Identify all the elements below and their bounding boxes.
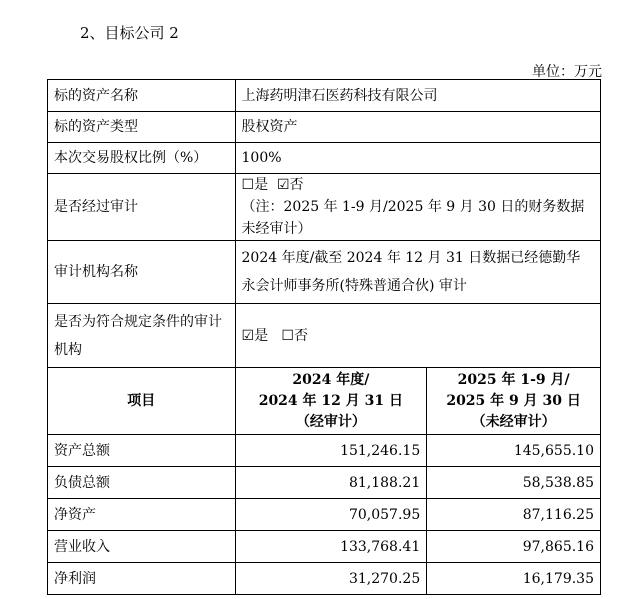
fin-row-value-2025: 145,655.10 — [427, 435, 601, 467]
qualified-no-label: 否 — [293, 327, 308, 344]
fin-row-label: 营业收入 — [48, 531, 236, 563]
qualified-label: 是否为符合规定条件的审计机构 — [48, 304, 236, 368]
fin-row-value-2025: 58,538.85 — [427, 467, 601, 499]
qualified-yes-checkbox[interactable]: ☑ — [241, 327, 255, 344]
audited-no-label: 否 — [289, 177, 304, 193]
auditor-value: 2024 年度/截至 2024 年 12 月 31 日数据已经德勤华永会计师事务所(特殊普通合伙) 审计 — [235, 241, 601, 304]
fin-row-label: 净利润 — [48, 563, 236, 595]
equity-ratio-label: 本次交易股权比例（%） — [48, 143, 236, 174]
audited-value — [235, 174, 601, 241]
col-2024-line2: 2024 年 12 月 31 日 — [258, 392, 404, 409]
table-row — [48, 467, 601, 499]
col-2025-line3: （未经审计） — [471, 413, 556, 430]
qualified-yes-label: 是 — [254, 327, 269, 344]
unit-label: 单位：万元 — [532, 64, 602, 80]
fin-row-label: 资产总额 — [48, 435, 236, 467]
fin-row-value-2025: 97,865.16 — [427, 531, 601, 563]
col-2025-header — [427, 368, 601, 435]
col-2024-header — [235, 368, 427, 435]
fin-row-value-2025: 16,179.35 — [427, 563, 601, 595]
col-2025-line1: 2025 年 1-9 月/ — [457, 371, 570, 388]
asset-type-label: 标的资产类型 — [48, 112, 236, 143]
table-row — [48, 499, 601, 531]
col-2025-line2: 2025 年 9 月 30 日 — [446, 392, 581, 409]
row-equity-ratio — [48, 143, 601, 174]
auditor-label: 审计机构名称 — [48, 241, 236, 304]
section-heading: 2、目标公司 2 — [80, 24, 179, 42]
asset-name-label: 标的资产名称 — [48, 80, 236, 112]
item-header: 项目 — [48, 368, 236, 435]
table-row — [48, 563, 601, 595]
col-2024-line1: 2024 年度/ — [292, 371, 370, 388]
qualified-no-checkbox[interactable]: ☐ — [281, 327, 294, 344]
row-asset-type — [48, 112, 601, 143]
audited-yes-label: 是 — [254, 177, 269, 193]
row-asset-name — [48, 80, 601, 112]
fin-row-value-2024: 81,188.21 — [235, 467, 427, 499]
fin-row-value-2025: 87,116.25 — [427, 499, 601, 531]
asset-type-value: 股权资产 — [235, 112, 601, 143]
fin-row-value-2024: 70,057.95 — [235, 499, 427, 531]
audited-note: （注：2025 年 1-9 月/2025 年 9 月 30 日的财务数据未经审计） — [241, 199, 585, 237]
row-audited — [48, 174, 601, 241]
financial-header-row — [48, 368, 601, 435]
equity-ratio-value: 100% — [235, 143, 601, 174]
table-row — [48, 435, 601, 467]
asset-name-value: 上海药明津石医药科技有限公司 — [235, 80, 601, 112]
row-auditor — [48, 241, 601, 304]
table-row — [48, 531, 601, 563]
fin-row-label: 净资产 — [48, 499, 236, 531]
fin-row-label: 负债总额 — [48, 467, 236, 499]
audited-yes-checkbox[interactable]: ☐ — [241, 177, 255, 193]
fin-row-value-2024: 31,270.25 — [235, 563, 427, 595]
fin-row-value-2024: 151,246.15 — [235, 435, 427, 467]
row-qualified — [48, 304, 601, 368]
col-2024-line3: （经审计） — [295, 413, 366, 430]
audited-label: 是否经过审计 — [48, 174, 236, 241]
target-company-table — [47, 79, 601, 595]
audited-no-checkbox[interactable]: ☑ — [276, 177, 290, 193]
qualified-value — [235, 304, 601, 368]
fin-row-value-2024: 133,768.41 — [235, 531, 427, 563]
